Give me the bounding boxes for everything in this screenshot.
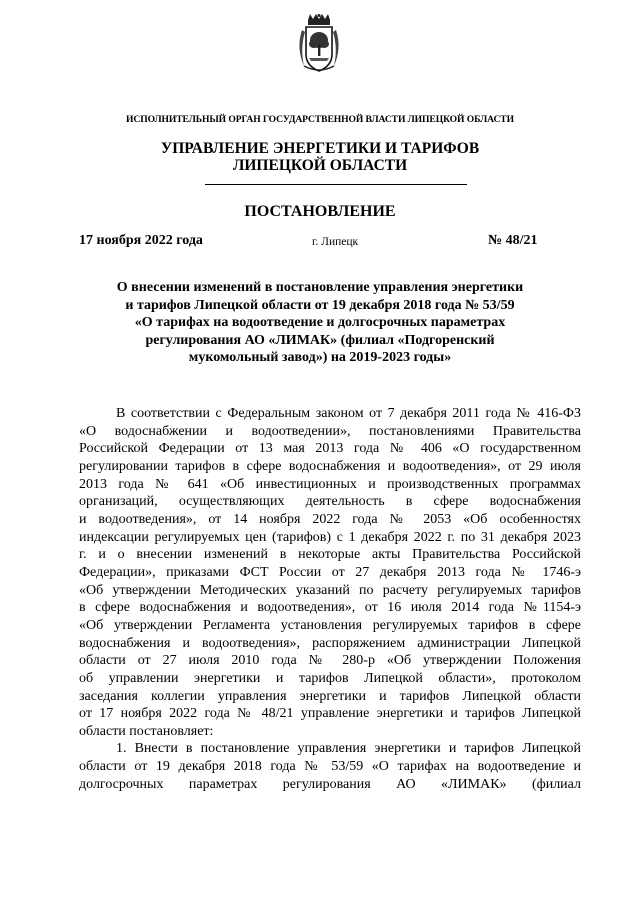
body-line: 2013 года № 641 «Об инвестиционных и производственных программах — [79, 476, 581, 492]
issuing-authority: ИСПОЛНИТЕЛЬНЫЙ ОРГАН ГОСУДАРСТВЕННОЙ ВЛАСТИ ЛИПЕЦКОЙ ОБЛАСТИ — [126, 114, 514, 125]
body-line: области от 19 декабря 2018 года № 53/59 «О тарифах на водоотведение и — [79, 759, 581, 775]
body-line: «Об утверждении Регламента установления регулируемых тарифов в сфере — [79, 617, 581, 633]
body-line: об управлении энергетики и тарифов Липецкой области», протоколом — [79, 670, 581, 686]
body-line: «Об утверждении Методических указаний по расчету регулируемых тарифов — [79, 582, 581, 598]
title-line: «О тарифах на водоотведение и долгосрочных параметрах — [134, 315, 506, 331]
title-line: О внесении изменений в постановление управления энергетики — [116, 280, 524, 295]
department-name-line: ЛИПЕЦКОЙ ОБЛАСТИ — [232, 157, 408, 174]
body-line: Российской Федерации от 13 мая 2013 года № 406 «О государственном — [79, 441, 581, 457]
document-title — [80, 279, 560, 367]
lipetsk-coat-of-arms-icon — [296, 14, 342, 74]
department-name — [0, 140, 640, 174]
body-line: области от 27 июля 2010 года № 280-р «Об утверждении Положения — [79, 653, 581, 669]
title-line: и тарифов Липецкой области от 19 декабря 2018 года № 53/59 — [125, 297, 515, 313]
document-body — [79, 405, 581, 793]
department-name-line: УПРАВЛЕНИЕ ЭНЕРГЕТИКИ И ТАРИФОВ — [160, 140, 480, 157]
body-line: 1. Внести в постановление управления энергетики и тарифов Липецкой — [116, 741, 581, 757]
body-line: организаций, осуществляющих деятельность в сфере водоснабжения — [79, 494, 581, 510]
body-line: и водоотведения», от 14 ноября 2022 года № 2053 «Об особенностях — [79, 511, 581, 527]
body-line: индексации регулируемых цен (тарифов) с 1 декабря 2022 г. по 31 декабря 2023 — [79, 529, 581, 545]
title-line: мукомольный завод») на 2019-2023 годы» — [188, 350, 452, 366]
body-line: заседания коллегии управления энергетики и тарифов Липецкой области — [79, 688, 581, 704]
document-type: ПОСТАНОВЛЕНИЕ — [244, 203, 396, 220]
body-line: от 17 ноября 2022 года № 48/21 управление энергетики и тарифов Липецкой — [79, 706, 581, 722]
body-line: «О водоснабжении и водоотведении», постановлениями Правительства — [79, 423, 581, 439]
body-line: долгосрочных параметрах регулирования АО «ЛИМАК» (филиал — [79, 776, 581, 792]
document-number: № 48/21 — [488, 233, 538, 248]
document-city: г. Липецк — [312, 236, 359, 248]
document-date: 17 ноября 2022 года — [79, 233, 203, 248]
body-line: в сфере водоснабжения и водоотведения», от 16 июля 2014 года №1154-э — [79, 600, 581, 616]
body-line: водоснабжения и водоотведения», распоряжением администрации Липецкой — [79, 635, 581, 651]
body-line: В соответствии с Федеральным законом от 7 декабря 2011 года № 416-ФЗ — [116, 406, 581, 421]
body-line: области постановляет: — [79, 723, 214, 739]
body-line: Федерации», приказами ФСТ России от 27 декабря 2013 года № 1746-э — [79, 564, 581, 580]
header-divider — [205, 184, 467, 185]
body-line: г. и о внесении изменений в некоторые акты Правительства Российской — [79, 547, 581, 563]
title-line: регулирования АО «ЛИМАК» (филиал «Подгоренский — [145, 332, 495, 348]
body-line: регулировании тарифов в сфере водоснабжения и водоотведения», от 29 июля — [79, 458, 581, 474]
